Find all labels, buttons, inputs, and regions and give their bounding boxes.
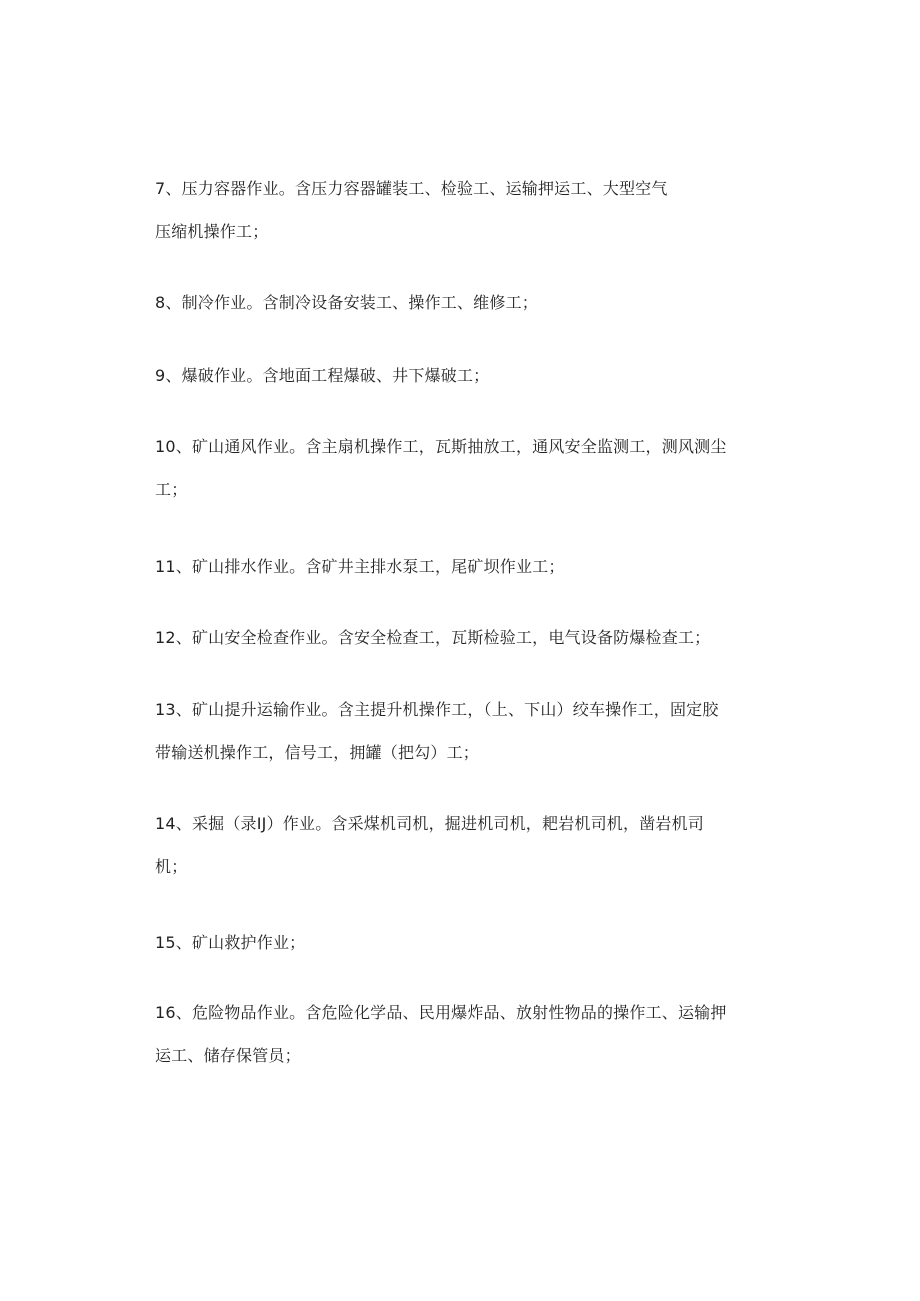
item-16-line-2: 运工、储存保管员； — [155, 1046, 301, 1065]
item-7-line-1: 7、压力容器作业。含压力容器罐装工、检验工、运输押运工、大型空气 — [155, 179, 668, 198]
item-11-line-1: 11、矿山排水作业。含矿井主排水泵工，尾矿坝作业工； — [155, 557, 565, 576]
item-13-line-2: 带输送机操作工，信号工，拥罐（把勾）工； — [155, 743, 480, 762]
item-13-line-1: 13、矿山提升运输作业。含主提升机操作工，（上、下山）绞车操作工，固定胶 — [155, 700, 719, 719]
item-8-line-1: 8、制冷作业。含制冷设备安装工、操作工、维修工； — [155, 293, 538, 312]
item-16-line-1: 16、危险物品作业。含危险化学品、民用爆炸品、放射性物品的操作工、运输押 — [155, 1003, 727, 1022]
item-7-line-2: 压缩机操作工； — [155, 222, 269, 241]
item-15-line-1: 15、矿山救护作业； — [155, 933, 306, 952]
item-10-line-2: 工； — [155, 480, 188, 499]
item-14-line-1: 14、采掘（录IJ）作业。含采煤机司机，掘进机司机，耙岩机司机，凿岩机司 — [155, 814, 704, 833]
item-14-line-2: 机； — [155, 857, 188, 876]
item-9-line-1: 9、爆破作业。含地面工程爆破、井下爆破工； — [155, 366, 490, 385]
item-12-line-1: 12、矿山安全检查作业。含安全检查工，瓦斯检验工，电气设备防爆检查工； — [155, 628, 711, 647]
item-10-line-1: 10、矿山通风作业。含主扇机操作工，瓦斯抽放工，通风安全监测工，测风测尘 — [155, 437, 727, 456]
